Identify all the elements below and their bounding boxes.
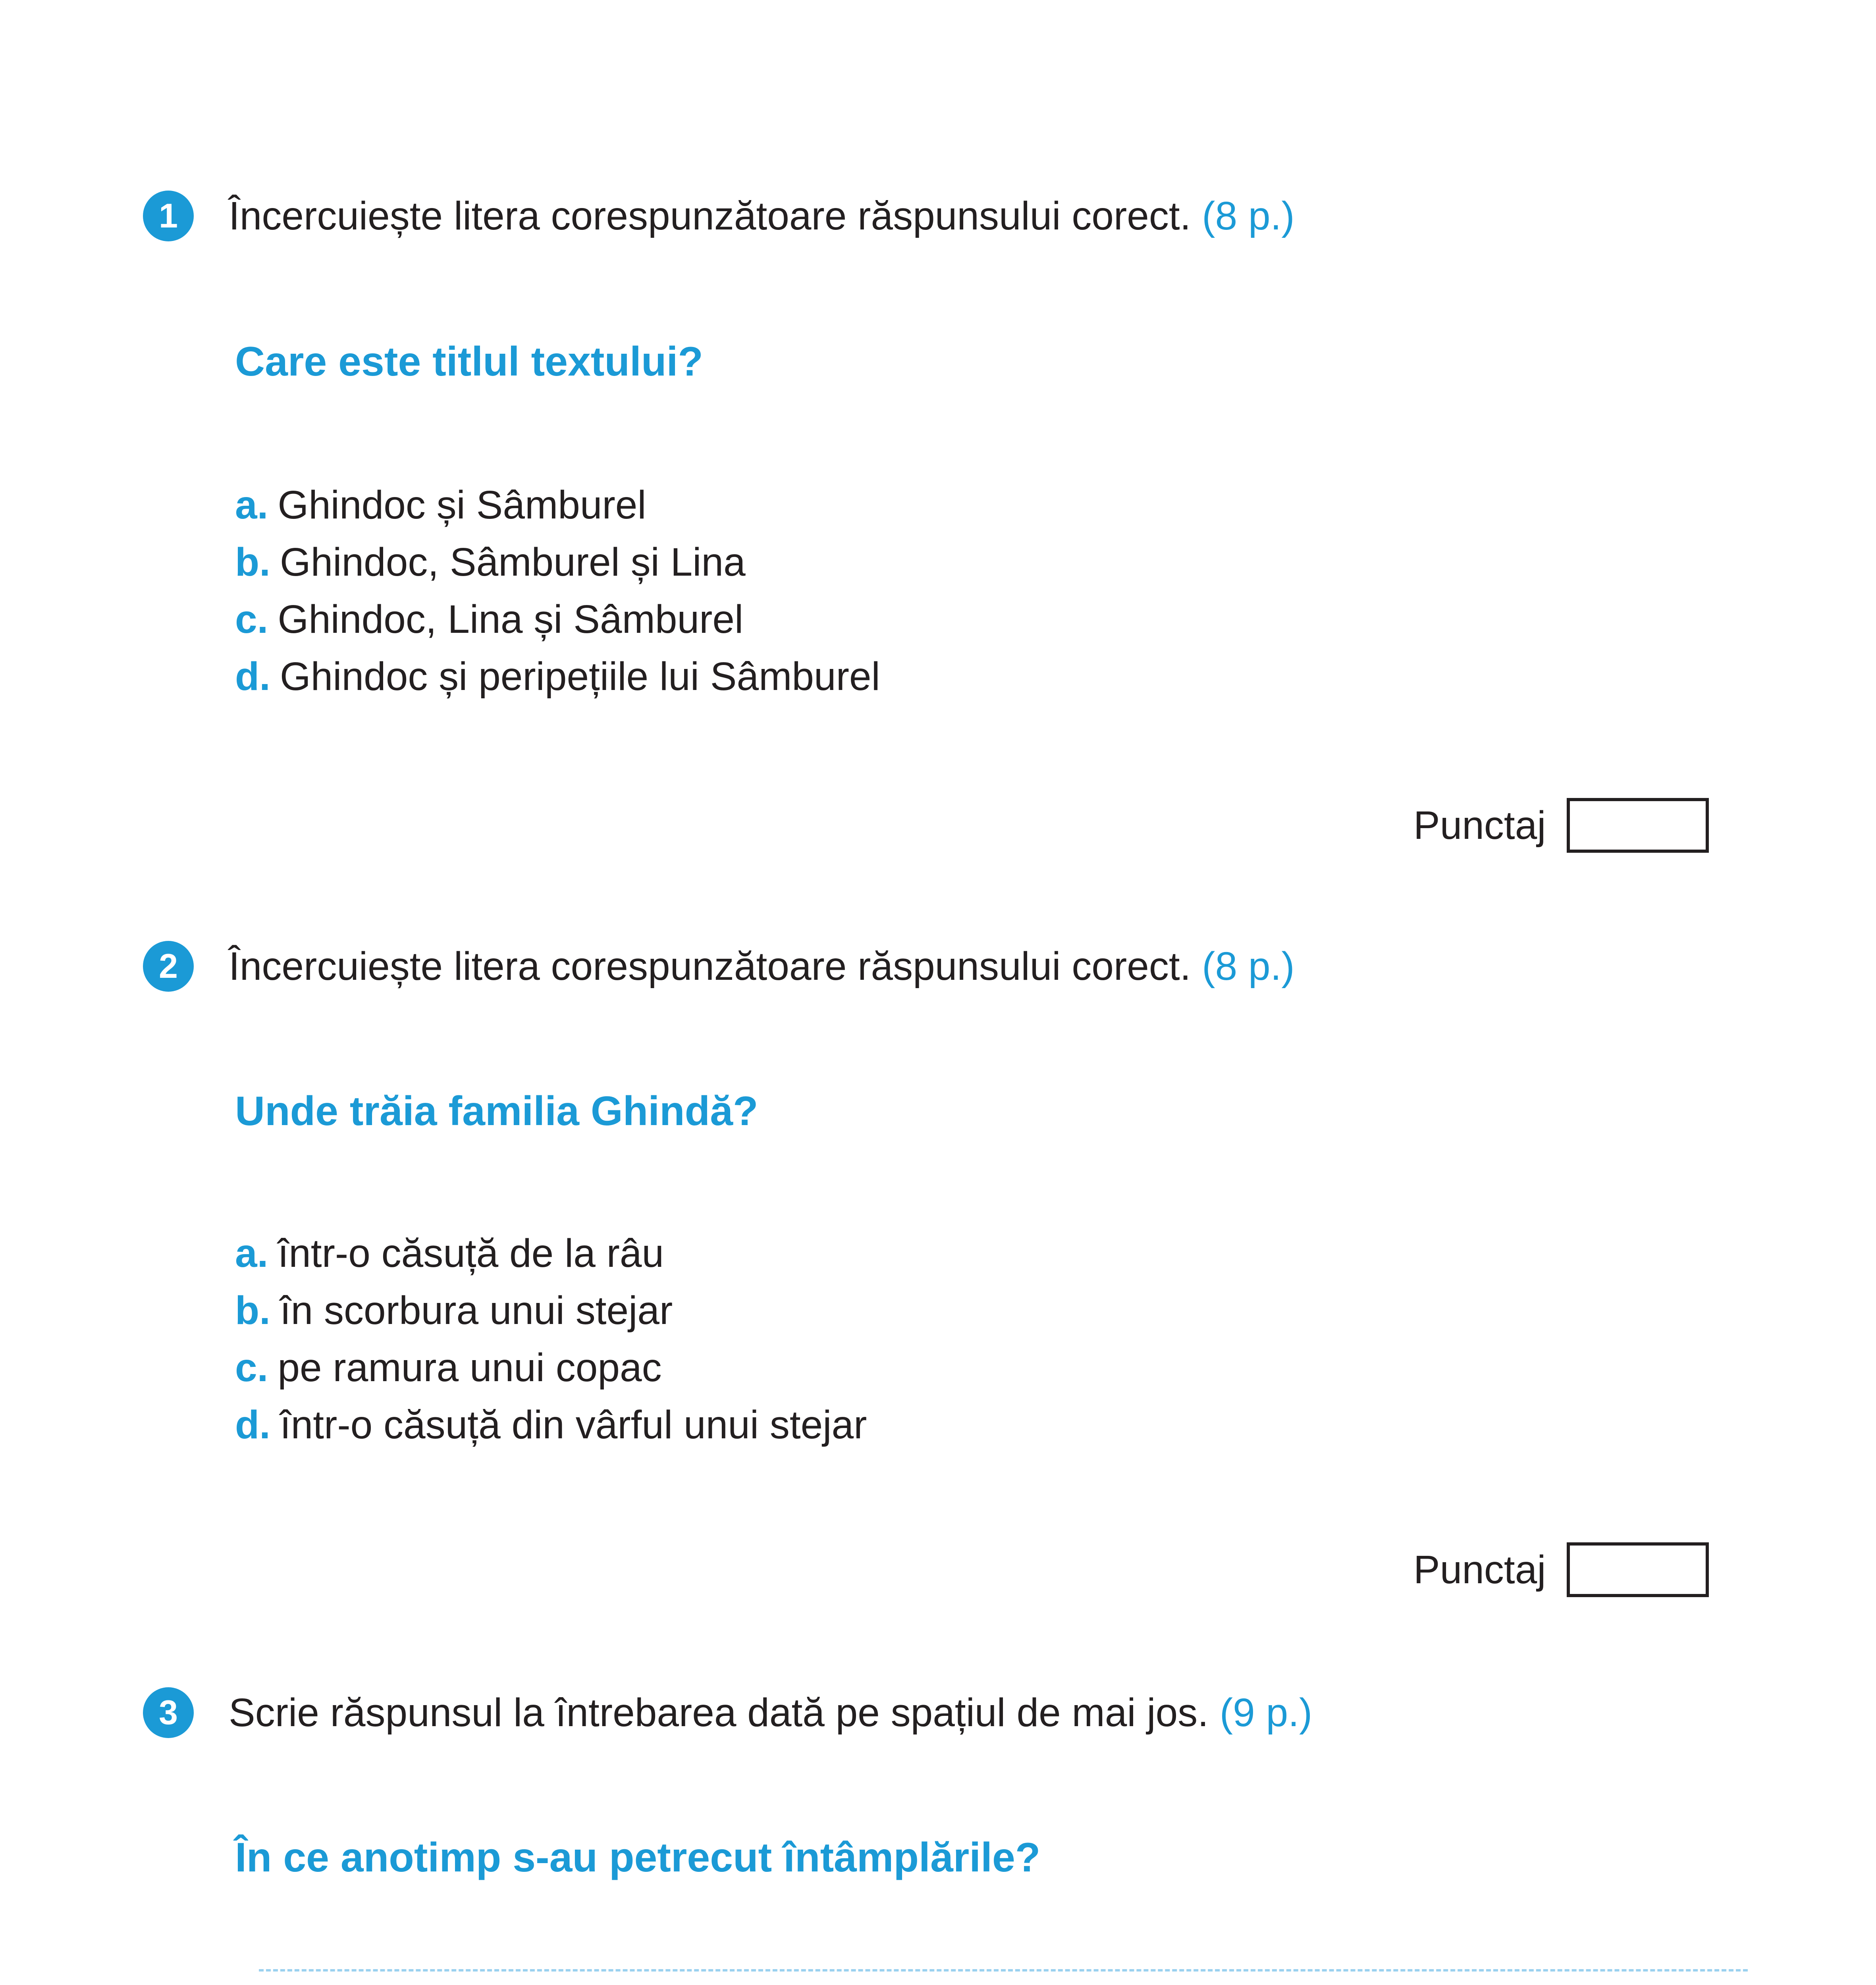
option-letter: c.: [235, 1345, 268, 1390]
points-label: (8 p.): [1202, 193, 1295, 238]
option-d[interactable]: [235, 648, 880, 705]
instruction-text: Încercuiește litera corespunzătoare răspunsului corect.: [229, 193, 1191, 238]
question-number-badge: 1: [143, 191, 194, 241]
points-label: (8 p.): [1202, 944, 1295, 989]
instruction-text: Scrie răspunsul la întrebarea dată pe spațiul de mai jos.: [229, 1690, 1209, 1735]
question-2-prompt: Unde trăia familia Ghindă?: [235, 1088, 758, 1134]
option-text: Ghindoc și peripețiile lui Sâmburel: [280, 654, 880, 699]
score-label: Punctaj: [1413, 1547, 1546, 1592]
writing-line-dashed: [259, 1969, 1748, 1972]
option-letter: d.: [235, 654, 270, 699]
question-1-prompt: Care este titlul textului?: [235, 339, 703, 385]
option-letter: d.: [235, 1403, 270, 1447]
question-1-header: [143, 191, 1295, 241]
score-box[interactable]: [1567, 798, 1709, 853]
question-1-options: [235, 476, 880, 705]
question-instruction: [229, 1690, 1312, 1736]
score-label: Punctaj: [1413, 803, 1546, 848]
option-text: într-o căsuță din vârful unui stejar: [280, 1403, 867, 1447]
option-d[interactable]: [235, 1396, 867, 1453]
option-c[interactable]: [235, 591, 880, 648]
option-text: în scorbura unui stejar: [280, 1288, 673, 1333]
option-text: Ghindoc și Sâmburel: [278, 483, 646, 527]
option-letter: c.: [235, 597, 268, 642]
option-letter: b.: [235, 540, 270, 584]
answer-writing-area[interactable]: [235, 1945, 1748, 1985]
option-b[interactable]: [235, 534, 880, 591]
question-2-options: [235, 1225, 867, 1453]
option-b[interactable]: [235, 1282, 867, 1339]
option-a[interactable]: [235, 1225, 867, 1282]
question-instruction: [229, 193, 1295, 239]
option-letter: a.: [235, 1231, 268, 1276]
question-number-badge: 2: [143, 941, 194, 992]
question-2-header: [143, 941, 1295, 992]
question-number-badge: 3: [143, 1687, 194, 1738]
instruction-text: Încercuiește litera corespunzătoare răspunsului corect.: [229, 944, 1191, 989]
option-text: Ghindoc, Sâmburel și Lina: [280, 540, 746, 584]
question-instruction: [229, 944, 1295, 989]
points-label: (9 p.): [1219, 1690, 1313, 1735]
score-box[interactable]: [1567, 1542, 1709, 1597]
option-text: într-o căsuță de la râu: [278, 1231, 664, 1276]
option-letter: b.: [235, 1288, 270, 1333]
question-3-header: [143, 1687, 1312, 1738]
option-c[interactable]: [235, 1339, 867, 1396]
question-1-score: [1413, 798, 1709, 853]
option-text: pe ramura unui copac: [278, 1345, 662, 1390]
option-text: Ghindoc, Lina și Sâmburel: [278, 597, 744, 642]
option-letter: a.: [235, 483, 268, 527]
option-a[interactable]: [235, 476, 880, 534]
question-3-prompt: În ce anotimp s-au petrecut întâmplările?: [235, 1835, 1041, 1881]
question-2-score: [1413, 1542, 1709, 1597]
